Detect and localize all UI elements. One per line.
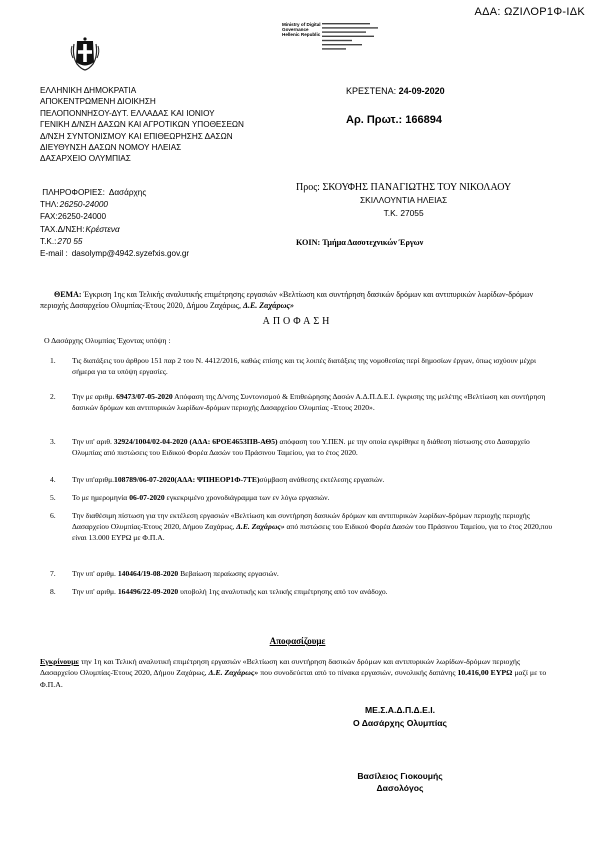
signature-authority: ΜΕ.Σ.Α.Δ.Π.Δ.Ε.Ι. Ο Δασάρχης Ολυμπίας xyxy=(352,705,448,728)
list-item: 2. Την με αριθμ. 69473/07-05-2020 Απόφαση της Δ/νσης Συντονισμού & Επιθεώρησης Δασών Α.Δ.Π.Δ.Ε.Ι. έγκρισης της μελέτης «Βελτίωση και συντήρηση δασικών δρόμων και αντιπυρικών λωρίδων-δρόμων περιοχής Δασαρχείου Ολυμπίας -Έτους 2020». xyxy=(50,392,546,412)
ada-code: ΑΔΑ: ΩΖΙΛΟΡ1Φ-ΙΔΚ xyxy=(474,6,585,18)
list-item: 6. Την διαθέσιμη πίστωση για την εκτέλεση εργασιών «Βελτίωση και συντήρηση δασικών δρόμων και αντιπυρικών λωρίδων-δρόμων περιοχής περιοχής Δασαρχείου Ολυμπίας-Έτους 2020, Δήμου Ζαχάρως, Δ.Ε. Ζαχάρως» από πιστώσεις του Ειδικού Φορέα Δασών του Πράσινου Ταμείου, για το έτος 2020,που είναι 13.000 ΕΥΡΩ με Φ.Π.Α. xyxy=(50,511,553,542)
list-item: 3. Την υπ' αριθ. 32924/1004/02-04-2020 (ΑΔΑ: 6ΡΟΕ4653ΠΒ-ΑΘ5) απόφαση του Υ.ΠΕΝ. με την οποία εγκρίθηκε η διάθεση πίστωσης στο Δασαρχείο Ολυμπίας από πιστώσεις του Ειδικού Φορέα Δασών του Πράσινου Ταμείου, για το έτος 2020. xyxy=(50,437,530,457)
intro-line: Ο Δασάρχης Ολυμπίας Έχοντας υπόψη : xyxy=(44,336,171,345)
list-item: 8. Την υπ' αριθμ. 164496/22-09-2020 υποβολή 1ης αναλυτικής και τελικής επιμέτρησης από τον ανάδοχο. xyxy=(50,587,388,596)
recipient-block: Προς: ΣΚΟΥΦΗΣ ΠΑΝΑΓΙΩΤΗΣ ΤΟΥ ΝΙΚΟΛΑΟΥ ΣΚΙΛΛΟΥΝΤΙΑ ΗΛΕΙΑΣ Τ.Κ. 27055 xyxy=(296,182,512,218)
contact-postcode-row: Τ.Κ.:270 55 xyxy=(40,236,83,246)
decide-heading: Αποφασίζουμε xyxy=(269,636,326,646)
conclusion-paragraph: Εγκρίνουμε την 1η και Τελική αναλυτική επιμέτρηση εργασιών «Βελτίωση και συντήρηση δασικών δρόμων και αντιπυρικών λωρίδων-δρόμων περιοχής Δασαρχείου Ολυμπίας-Έτους 2020, Δήμου Ζαχάρως, Δ.Ε. Ζαχάρως» που συνοδεύεται από το πίνακα εργασιών, συνολικής δαπάνης 10.416,00 ΕΥΡΩ μαζί με το Φ.Π.Α. xyxy=(40,657,547,689)
list-item: 7. Την υπ' αριθμ. 140464/19-08-2020 Βεβαίωση περαίωσης εργασιών. xyxy=(50,569,279,578)
signature-name-block: Βασίλειος Γιοκουμής Δασολόγος xyxy=(357,771,443,793)
digital-signature-block xyxy=(322,22,386,53)
contact-address-row: ΤΑΧ.Δ/ΝΣΗ:Κρέστενα xyxy=(40,224,120,234)
document-date: ΚΡΕΣΤΕΝΑ: 24-09-2020 xyxy=(346,86,445,96)
contact-phone-row: ΤΗΛ:26250-24000 xyxy=(40,200,108,210)
digital-governance-stamp: Ministry of Digital Governance Hellenic Republic xyxy=(282,22,321,38)
contact-email-row[interactable]: E-mail : dasolymp@4942.syzefxis.gov.gr xyxy=(40,249,190,259)
contact-fax-row: FAX:26250-24000 xyxy=(40,212,107,222)
decision-heading: ΑΠΟΦΑΣΗ xyxy=(262,316,333,327)
list-item: 1. Τις διατάξεις του άρθρου 151 παρ 2 του Ν. 4412/2016, καθώς επίσης και τις λοιπές διατάξεις της νομοθεσίας περί δημοσίων έργων, όπως ισχύουν μέχρι σήμερα για τα υπόψη εργασίες. xyxy=(50,356,537,376)
koin-line: ΚΟΙΝ: Τμήμα Δασοτεχνικών Έργων xyxy=(296,238,424,247)
hellenic-emblem-icon xyxy=(68,36,102,72)
contact-block xyxy=(40,187,189,260)
list-item: 5. Το με ημερομηνία 06-07-2020 εγκεκριμένο χρονοδιάγραμμα των εν λόγω εργασιών. xyxy=(50,493,330,502)
authority-block: ΕΛΛΗΝΙΚΗ ΔΗΜΟΚΡΑΤΙΑ ΑΠΟΚΕΝΤΡΩΜΕΝΗ ΔΙΟΙΚΗΣΗ ΠΕΛΟΠΟΝΝΗΣΟΥ-ΔΥΤ. ΕΛΛΑΔΑΣ ΚΑΙ ΙΟΝΙΟΥ ΓΕΝΙΚΗ Δ/ΝΣΗ ΔΑΣΩΝ ΚΑΙ ΑΓΡΟΤΙΚΩΝ ΥΠΟΘΕΣΕΩΝ Δ/ΝΣΗ ΣΥΝΤΟΝΙΣΜΟΥ ΚΑΙ ΕΠΙΘΕΩΡΗΣΗΣ ΔΑΣΩΝ ΔΙΕΥΘΥΝΣΗ ΔΑΣΩΝ ΝΟΜΟΥ ΗΛΕΙΑΣ ΔΑΣΑΡΧΕΙΟ ΟΛΥΜΠΙΑΣ xyxy=(40,86,244,164)
protocol-number: Αρ. Πρωτ.: 166894 xyxy=(346,114,443,126)
recipient-name-line: Προς: ΣΚΟΥΦΗΣ ΠΑΝΑΓΙΩΤΗΣ ΤΟΥ ΝΙΚΟΛΑΟΥ xyxy=(296,182,512,193)
digital-signature-scribble-icon xyxy=(322,22,386,52)
list-item: 4. Την υπ'αριθμ.108789/06-07-2020(ΑΔΑ: ΨΠΗΕΟΡ1Φ-7ΤΕ)σύμβαση ανάθεσης εκτέλεσης εργασιών. xyxy=(50,475,385,484)
contact-info-row: ΠΛΗΡΟΦΟΡΙΕΣ: Δασάρχης xyxy=(42,188,147,197)
subject-paragraph: ΘΕΜΑ: Έγκριση 1ης και Τελικής αναλυτικής επιμέτρησης εργασιών «Βελτίωση και συντήρηση δασικών δρόμων και αντιπυρικών λωρίδων-δρόμων περιοχής Δασαρχείου Ολυμπίας-Έτους 2020, Δήμου Ζαχάρως, Δ.Ε. Ζαχάρως» xyxy=(40,290,534,310)
